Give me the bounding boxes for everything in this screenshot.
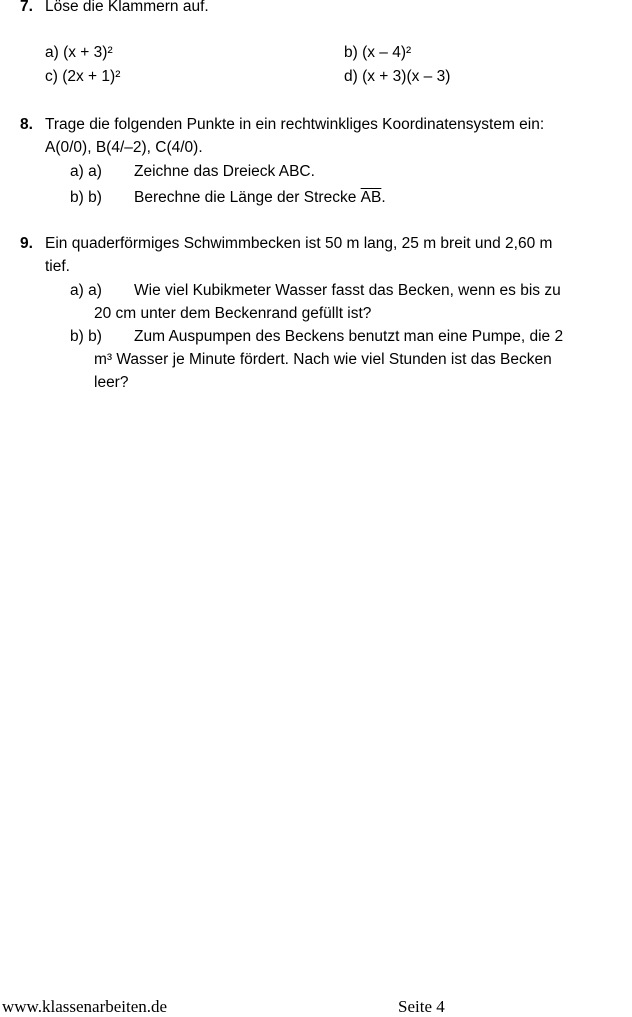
task-8-number: 8.	[20, 116, 33, 133]
task-9-line-1: Ein quaderförmiges Schwimmbecken ist 50 m lang, 25 m breit und 2,60 m	[45, 235, 553, 252]
segment-ab: $\overline{AB}$	[360, 189, 382, 206]
footer-page-number: Seite 4	[398, 997, 445, 1016]
task-8-a-label: a) a)	[70, 163, 102, 180]
task-9-a-line-2: 20 cm unter dem Beckenrand gefüllt ist?	[94, 305, 372, 322]
task-8-line-2: A(0/0), B(4/–2), C(4/0).	[45, 139, 203, 156]
task-9-a-label: a) a)	[70, 282, 102, 299]
task-8-a-text: Zeichne das Dreieck ABC.	[134, 163, 315, 180]
task-7-item-a: a) (x + 3)²	[45, 44, 113, 61]
task-8-line-1: Trage die folgenden Punkte in ein rechtwinkliges Koordinatensystem ein:	[45, 116, 545, 133]
footer-website: www.klassenarbeiten.de	[2, 997, 168, 1016]
task-9-line-2: tief.	[45, 258, 70, 275]
task-8-b-question: Berechne die Länge der Strecke	[134, 189, 357, 206]
task-8-b-label: b) b)	[70, 189, 102, 206]
task-7-title: Löse die Klammern auf.	[45, 0, 209, 15]
task-7-item-b: b) (x – 4)²	[344, 44, 412, 61]
task-9-b-line-1: Zum Auspumpen des Beckens benutzt man eine Pumpe, die 2	[134, 328, 564, 345]
task-8-b-text	[134, 189, 386, 207]
task-7-number: 7.	[20, 0, 33, 15]
task-9-b-line-2: m³ Wasser je Minute fördert. Nach wie viel Stunden ist das Becken	[94, 351, 552, 368]
task-9-number: 9.	[20, 235, 33, 252]
task-7-item-d: d) (x + 3)(x – 3)	[344, 68, 451, 85]
task-9-a-line-1: Wie viel Kubikmeter Wasser fasst das Becken, wenn es bis zu	[134, 282, 561, 299]
task-9-b-label: b) b)	[70, 328, 102, 345]
task-9-b-line-3: leer?	[94, 374, 129, 391]
task-8-b-period: .	[381, 189, 386, 206]
task-7-item-c: c) (2x + 1)²	[45, 68, 121, 85]
